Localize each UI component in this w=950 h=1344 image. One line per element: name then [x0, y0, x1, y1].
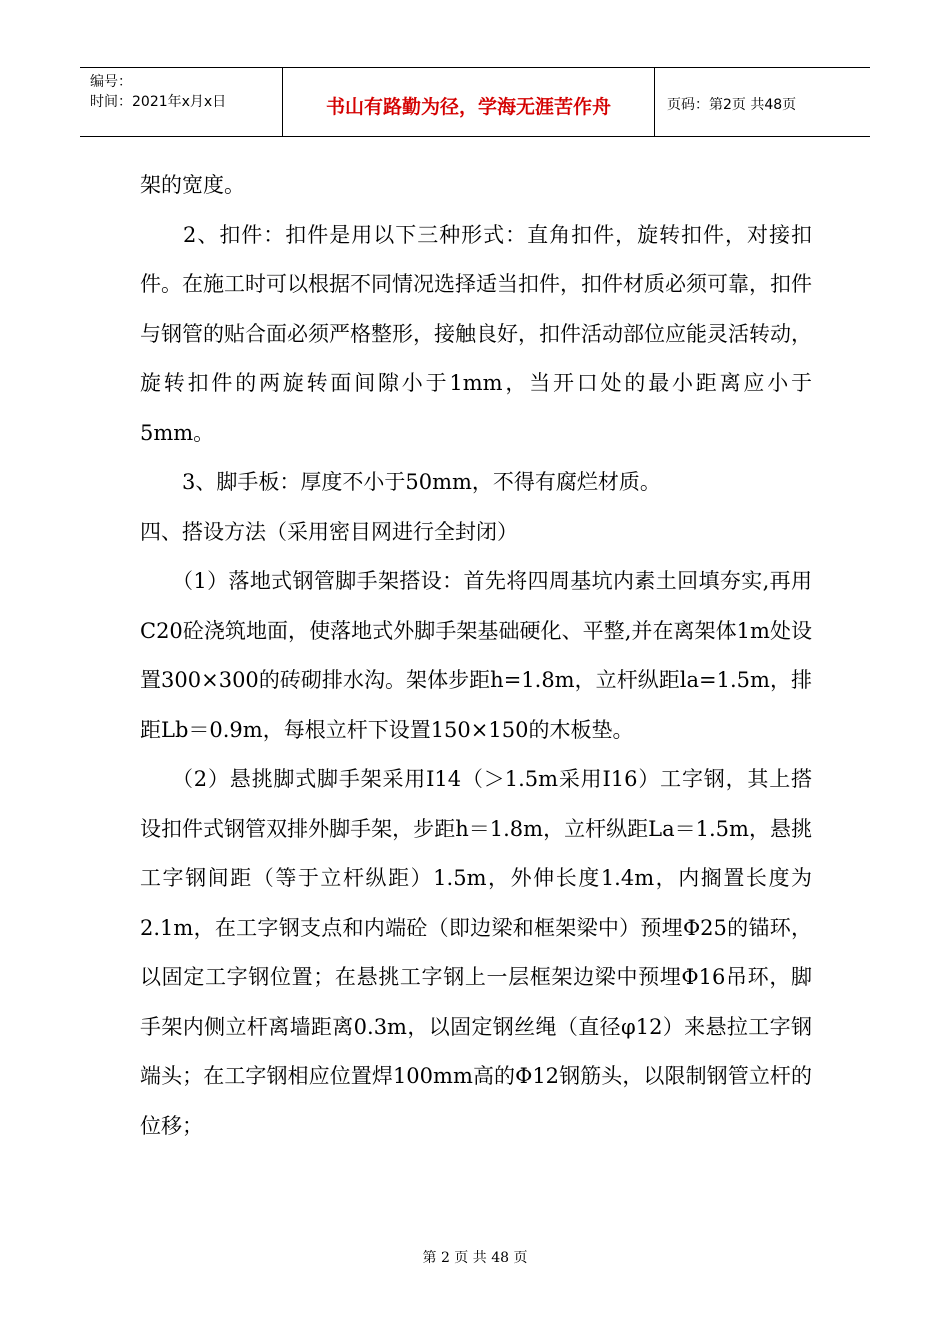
paragraph-scaffold-board: 3、脚手板：厚度不小于50mm，不得有腐烂材质。 [161, 470, 661, 494]
page-header [80, 67, 870, 137]
header-page-info: 页码：第2页 共48页 [667, 97, 797, 113]
paragraph-fasteners: 2、扣件：扣件是用以下三种形式：直角扣件，旋转扣件，对接扣件。在施工时可以根据不同情况选择适当扣件，扣件材质必须可靠，扣件与钢管的贴合面必须严格整形，接触良好，扣件活动部位应能灵活转动，旋转扣件的两旋转面间隙小于1mm，当开口处的最小距离应小于5mm。 [140, 222, 812, 445]
page-footer: 第 2 页 共 48 页 [422, 1250, 528, 1266]
paragraph-floor-scaffold: （1）落地式钢管脚手架搭设：首先将四周基坑内素土回填夯实,再用C20砼浇筑地面，使落地式外脚手架基础硬化、平整,并在离架体1m处设置300×300的砖砌排水沟。架体步距h=1.8m，立杆纵距la=1.5m，排距Lb＝0.9m，每根立杆下设置150×150的木板垫。 [140, 569, 812, 742]
header-motto: 书山有路勤为径，学海无涯苦作舟 [283, 68, 655, 136]
document-body [140, 161, 812, 1151]
header-meta [80, 68, 283, 136]
paragraph-cantilever-scaffold: （2）悬挑脚式脚手架采用I14（＞1.5m采用I16）工字钢，其上搭设扣件式钢管双排外脚手架，步距h＝1.8m，立杆纵距La＝1.5m，悬挑工字钢间距（等于立杆纵距）1.5m，外伸长度1.4m，内搁置长度为2.1m，在工字钢支点和内端砼（即边梁和框架梁中）预埋Φ25的锚环，以固定工字钢位置；在悬挑工字钢上一层框架边梁中预埋Φ16吊环，脚手架内侧立杆离墙距离0.3m，以固定钢丝绳（直径φ12）来悬拉工字钢端头；在工字钢相应位置焊100mm高的Φ12钢筋头，以限制钢管立杆的位移； [140, 767, 812, 1138]
paragraph-continuation: 架的宽度。 [140, 173, 245, 197]
section-heading-erection-method: 四、搭设方法（采用密目网进行全封闭） [140, 519, 518, 544]
document-time: 时间：2021年x月x日 [90, 94, 227, 110]
document-number: 编号： [90, 74, 132, 90]
